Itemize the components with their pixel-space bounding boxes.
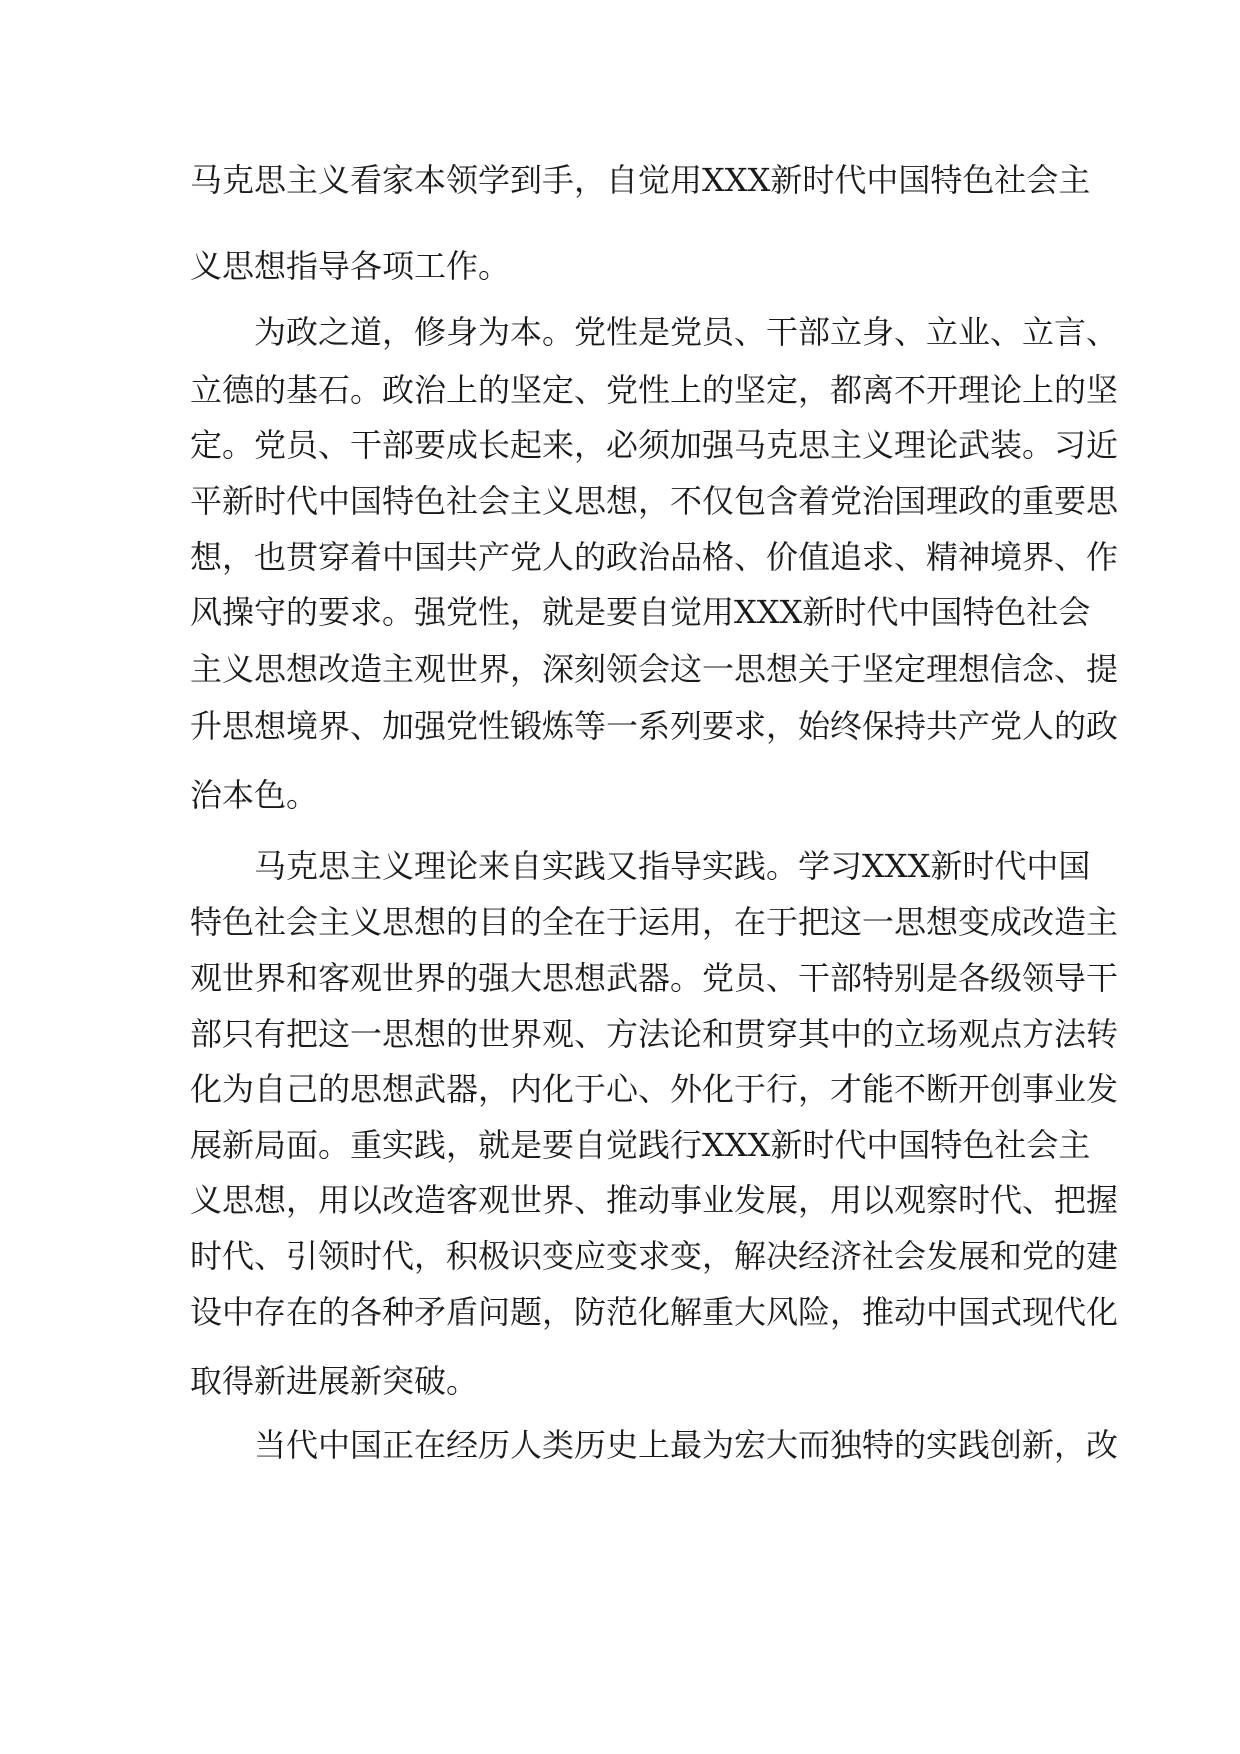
text-line-15: 部只有把这一思想的世界观、方法论和贯穿其中的立场观点方法转	[190, 1015, 1119, 1053]
text-line-20: 设中存在的各种矛盾问题，防范化解重大风险，推动中国式现代化	[190, 1293, 1119, 1331]
text-line-21: 取得新进展新突破。	[190, 1362, 479, 1400]
text-line-8: 风操守的要求。强党性，就是要自觉用XXX新时代中国特色社会	[190, 593, 1091, 631]
text-line-2: 义思想指导各项工作。	[190, 247, 511, 285]
text-line-10: 升思想境界、加强党性锻炼等一系列要求，始终保持共产党人的政	[190, 707, 1119, 745]
text-line-11: 治本色。	[190, 776, 319, 814]
paragraph-start-line: 当代中国正在经历人类历史上最为宏大而独特的实践创新，改	[254, 1426, 1119, 1464]
text-line-7: 想，也贯穿着中国共产党人的政治品格、价值追求、精神境界、作	[190, 538, 1119, 576]
text-line-1: 马克思主义看家本领学到手，自觉用XXX新时代中国特色社会主	[190, 161, 1091, 199]
text-line-19: 时代、引领时代，积极识变应变求变，解决经济社会发展和党的建	[190, 1237, 1119, 1275]
paragraph-start-line: 为政之道，修身为本。党性是党员、干部立身、立业、立言、	[254, 313, 1119, 351]
text-line-17: 展新局面。重实践，就是要自觉践行XXX新时代中国特色社会主	[190, 1126, 1091, 1164]
text-line-9: 主义思想改造主观世界，深刻领会这一思想关于坚定理想信念、提	[190, 650, 1119, 688]
text-line-6: 平新时代中国特色社会主义思想，不仅包含着党治国理政的重要思	[190, 482, 1119, 520]
text-line-5: 定。党员、干部要成长起来，必须加强马克思主义理论武装。习近	[190, 426, 1119, 464]
text-line-16: 化为自己的思想武器，内化于心、外化于行，才能不断开创事业发	[190, 1070, 1119, 1108]
paragraph-start-line: 马克思主义理论来自实践又指导实践。学习XXX新时代中国	[254, 847, 1091, 885]
text-line-4: 立德的基石。政治上的坚定、党性上的坚定，都离不开理论上的坚	[190, 371, 1119, 409]
text-line-13: 特色社会主义思想的目的全在于运用，在于把这一思想变成改造主	[190, 903, 1119, 941]
text-line-18: 义思想，用以改造客观世界、推动事业发展，用以观察时代、把握	[190, 1181, 1119, 1219]
text-line-14: 观世界和客观世界的强大思想武器。党员、干部特别是各级领导干	[190, 959, 1119, 997]
